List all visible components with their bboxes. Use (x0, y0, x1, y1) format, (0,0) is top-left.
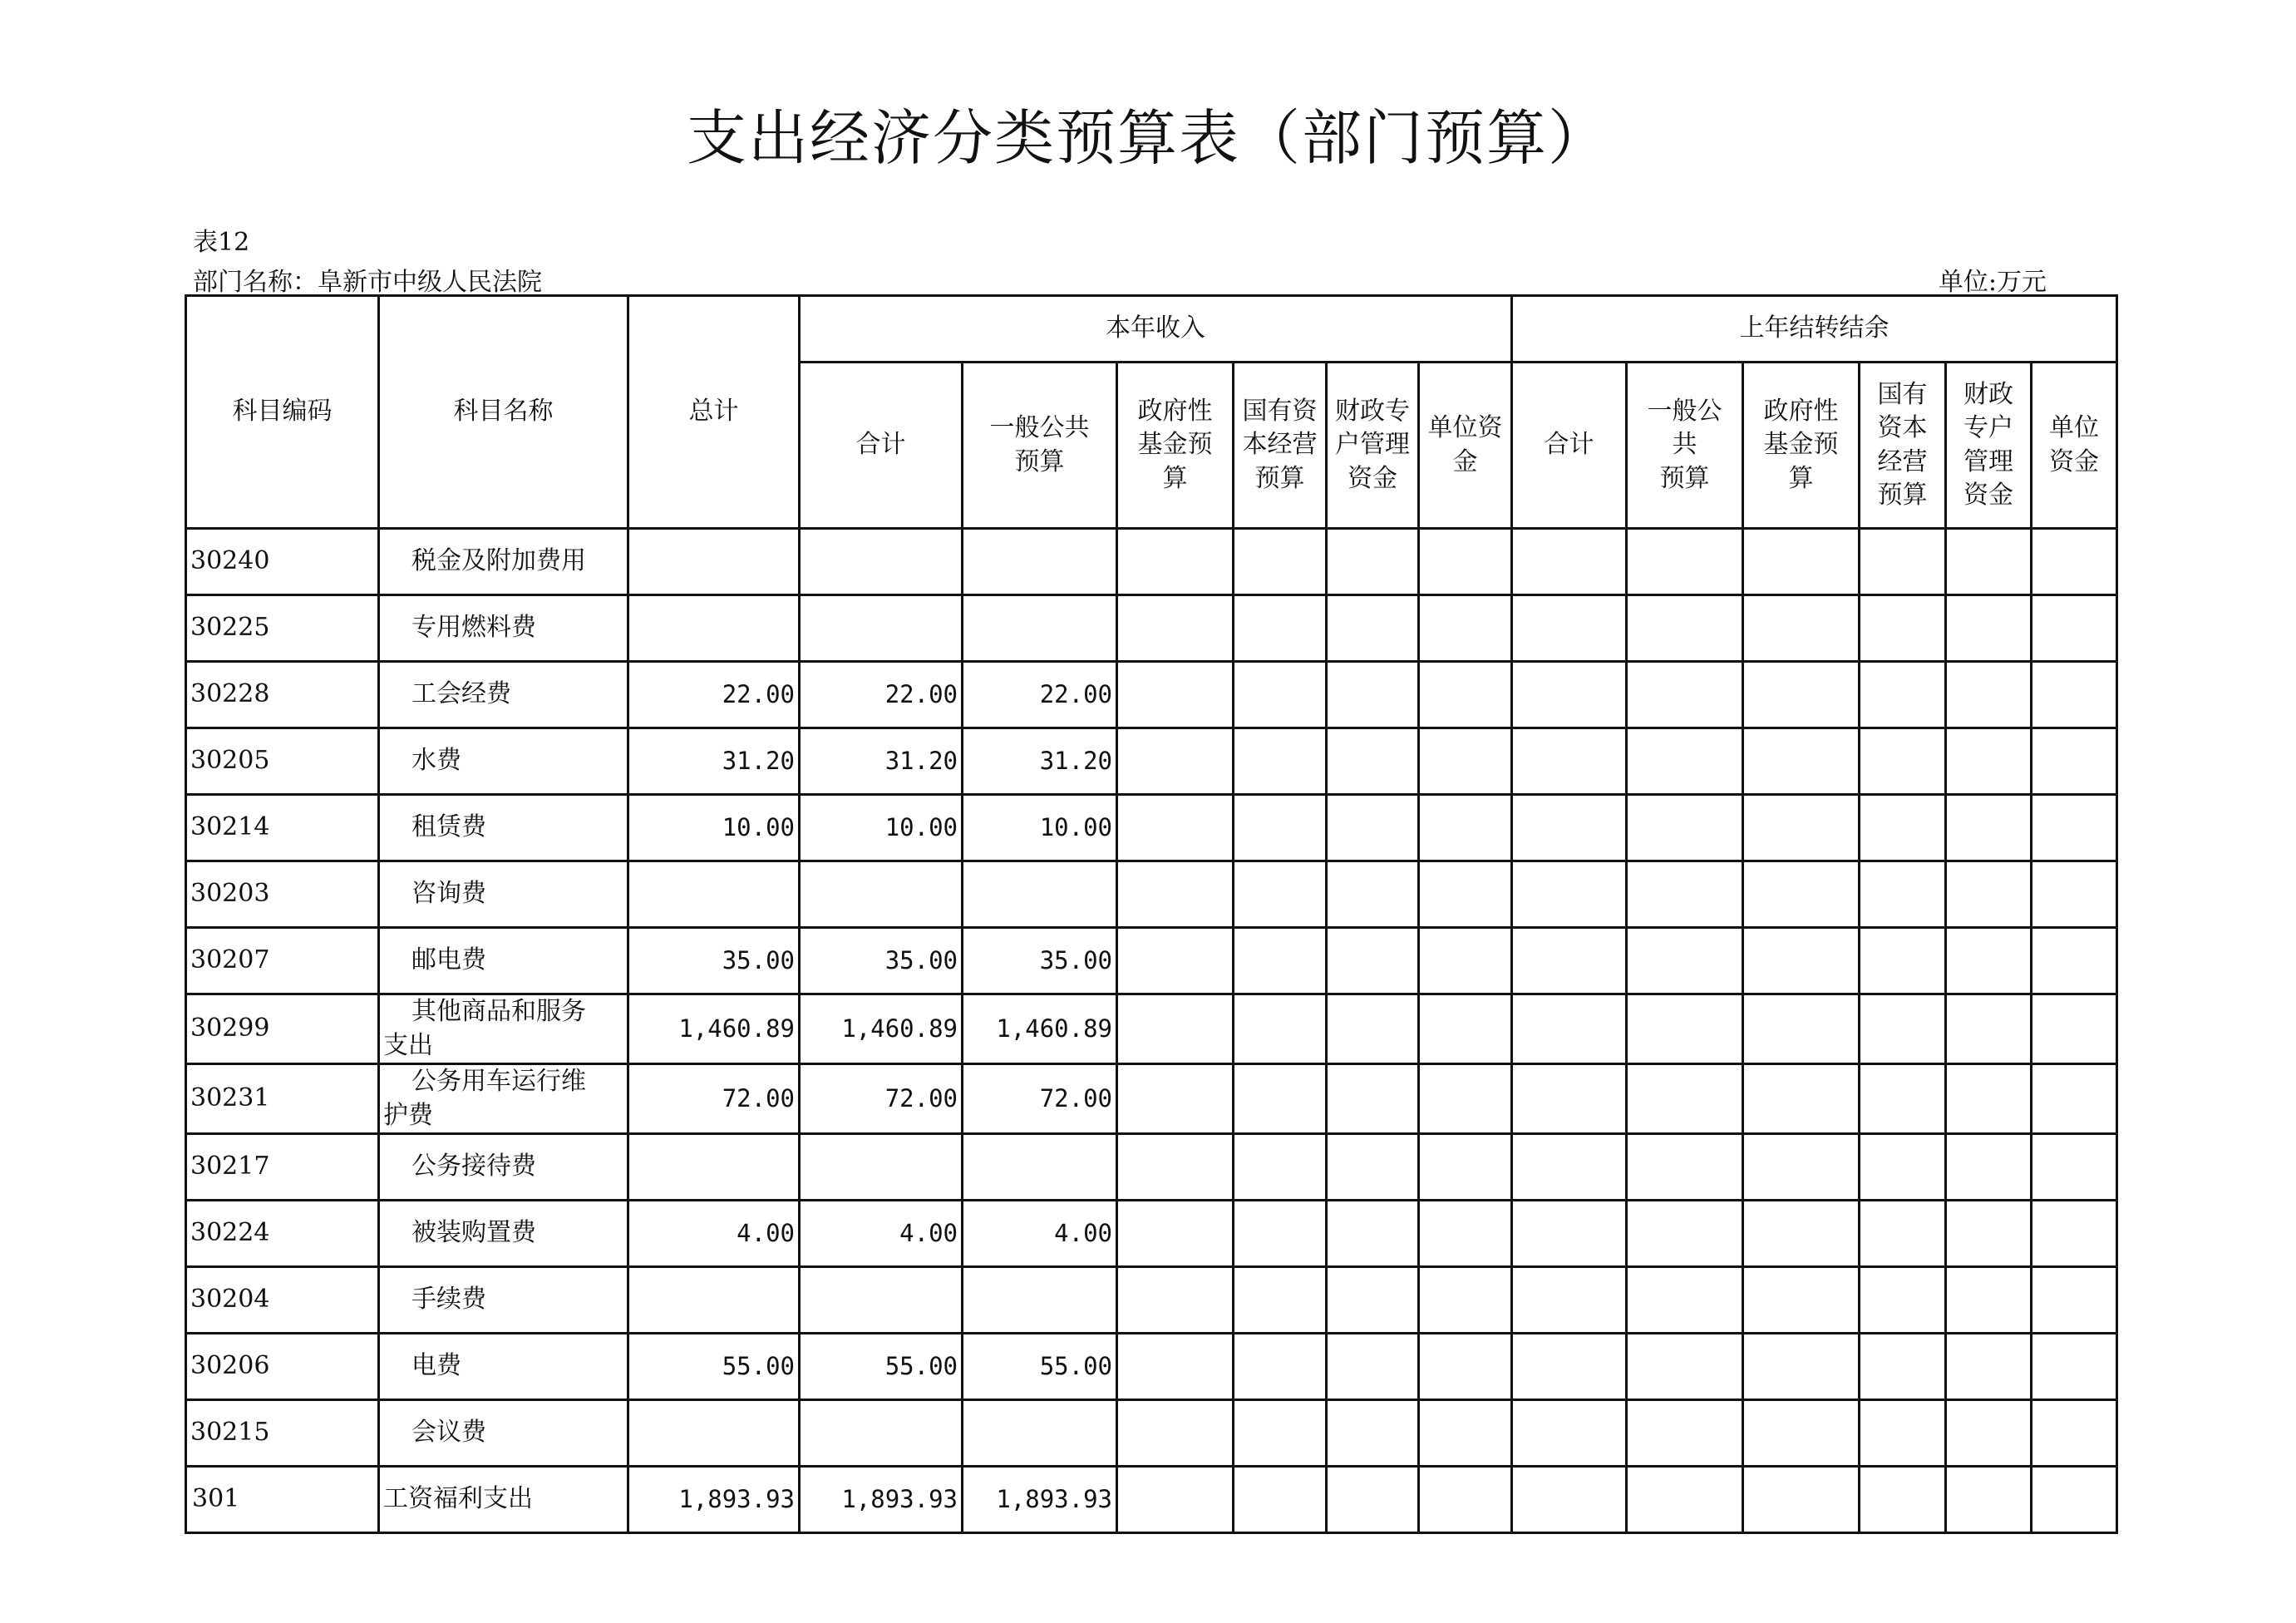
row-cy-special-account (1327, 1467, 1419, 1533)
row-code: 30215 (186, 1400, 379, 1467)
row-py-unit-fund (2032, 1201, 2117, 1267)
row-py-general (1627, 728, 1743, 795)
row-py-subtotal (1512, 861, 1627, 928)
row-cy-special-account (1327, 1134, 1419, 1201)
row-py-special-account (1946, 1201, 2032, 1267)
row-py-unit-fund (2032, 1134, 2117, 1201)
row-py-state-capital (1860, 1334, 1946, 1400)
table-row (186, 662, 2117, 728)
header-current-year: 本年收入 (800, 296, 1512, 363)
row-cy-gov-fund (1117, 529, 1234, 595)
row-cy-subtotal: 1,460.89 (800, 994, 963, 1064)
row-py-state-capital (1860, 1064, 1946, 1134)
row-py-special-account (1946, 928, 2032, 994)
row-cy-general: 35.00 (963, 928, 1117, 994)
row-py-special-account (1946, 662, 2032, 728)
row-py-gov-fund (1743, 1201, 1860, 1267)
table-row (186, 928, 2117, 994)
row-py-gov-fund (1743, 595, 1860, 662)
table-row (186, 728, 2117, 795)
row-name-text: 工资福利支出 (383, 1484, 533, 1514)
row-cy-unit-fund (1419, 728, 1512, 795)
row-name (379, 994, 628, 1064)
row-cy-special-account (1327, 994, 1419, 1064)
row-py-subtotal (1512, 1267, 1627, 1334)
row-code: 30225 (186, 595, 379, 662)
row-cy-unit-fund (1419, 1400, 1512, 1467)
header-py-state-capital: 国有 资本 经营 预算 (1860, 363, 1946, 529)
row-code: 30231 (186, 1064, 379, 1134)
row-name-text: 水费 (411, 746, 461, 776)
header-py-special-account: 财政 专户 管理 资金 (1946, 363, 2032, 529)
header-py-unit-fund: 单位 资金 (2032, 363, 2117, 529)
row-name (379, 861, 628, 928)
row-py-special-account (1946, 861, 2032, 928)
row-py-special-account (1946, 595, 2032, 662)
row-cy-special-account (1327, 595, 1419, 662)
header-py-general: 一般公 共 预算 (1627, 363, 1743, 529)
row-py-subtotal (1512, 928, 1627, 994)
row-cy-unit-fund (1419, 529, 1512, 595)
row-cy-gov-fund (1117, 1134, 1234, 1201)
row-name-text: 工会经费 (411, 679, 511, 709)
row-cy-unit-fund (1419, 1134, 1512, 1201)
row-cy-subtotal (800, 1400, 963, 1467)
row-py-unit-fund (2032, 928, 2117, 994)
department-name: 部门名称：阜新市中级人民法院 (193, 268, 542, 297)
row-name (379, 662, 628, 728)
row-total (628, 529, 800, 595)
row-cy-gov-fund (1117, 1400, 1234, 1467)
row-cy-unit-fund (1419, 1064, 1512, 1134)
unit-label: 单位:万元 (1938, 268, 2047, 297)
row-py-general (1627, 1334, 1743, 1400)
row-cy-state-capital (1234, 1400, 1327, 1467)
row-cy-subtotal: 22.00 (800, 662, 963, 728)
row-cy-state-capital (1234, 1467, 1327, 1533)
row-name-text: 咨询费 (411, 879, 486, 909)
row-cy-special-account (1327, 861, 1419, 928)
row-py-gov-fund (1743, 1064, 1860, 1134)
row-py-gov-fund (1743, 994, 1860, 1064)
row-code: 30217 (186, 1134, 379, 1201)
row-cy-subtotal: 72.00 (800, 1064, 963, 1134)
row-cy-special-account (1327, 1334, 1419, 1400)
row-cy-special-account (1327, 1201, 1419, 1267)
row-cy-subtotal (800, 1267, 963, 1334)
row-name-text: 电费 (411, 1351, 461, 1381)
row-py-general (1627, 1467, 1743, 1533)
row-name (379, 795, 628, 861)
row-py-unit-fund (2032, 728, 2117, 795)
row-cy-state-capital (1234, 728, 1327, 795)
row-cy-state-capital (1234, 1334, 1327, 1400)
row-py-general (1627, 595, 1743, 662)
row-cy-gov-fund (1117, 861, 1234, 928)
row-py-general (1627, 994, 1743, 1064)
row-py-general (1627, 861, 1743, 928)
row-cy-general: 10.00 (963, 795, 1117, 861)
row-cy-unit-fund (1419, 795, 1512, 861)
row-name (379, 529, 628, 595)
row-name-text: 租赁费 (411, 812, 486, 842)
row-cy-subtotal (800, 529, 963, 595)
header-cy-general: 一般公共 预算 (963, 363, 1117, 529)
row-code: 30224 (186, 1201, 379, 1267)
row-code: 30207 (186, 928, 379, 994)
row-name-text: 公务接待费 (411, 1152, 536, 1181)
row-py-subtotal (1512, 662, 1627, 728)
row-name (379, 595, 628, 662)
row-cy-subtotal: 31.20 (800, 728, 963, 795)
row-cy-unit-fund (1419, 1467, 1512, 1533)
row-cy-general (963, 1267, 1117, 1334)
row-cy-subtotal: 10.00 (800, 795, 963, 861)
row-py-subtotal (1512, 1334, 1627, 1400)
row-name (379, 1064, 628, 1134)
row-py-general (1627, 662, 1743, 728)
page-title: 支出经济分类预算表（部门预算） (686, 103, 1609, 173)
row-cy-gov-fund (1117, 1201, 1234, 1267)
header-code: 科目编码 (186, 296, 379, 529)
table-row (186, 1201, 2117, 1267)
row-name (379, 1134, 628, 1201)
row-py-general (1627, 1400, 1743, 1467)
row-py-state-capital (1860, 1467, 1946, 1533)
row-total: 4.00 (628, 1201, 800, 1267)
row-py-unit-fund (2032, 1334, 2117, 1400)
header-cy-state-capital: 国有资 本经营 预算 (1234, 363, 1327, 529)
row-cy-unit-fund (1419, 1201, 1512, 1267)
row-code: 30203 (186, 861, 379, 928)
row-code: 30204 (186, 1267, 379, 1334)
row-cy-state-capital (1234, 529, 1327, 595)
row-total: 1,893.93 (628, 1467, 800, 1533)
row-cy-state-capital (1234, 1267, 1327, 1334)
row-py-unit-fund (2032, 1267, 2117, 1334)
header-cy-gov-fund: 政府性 基金预 算 (1117, 363, 1234, 529)
header-cy-special-account: 财政专 户管理 资金 (1327, 363, 1419, 529)
budget-table (185, 294, 2118, 1534)
row-total: 31.20 (628, 728, 800, 795)
row-cy-unit-fund (1419, 1267, 1512, 1334)
row-py-state-capital (1860, 795, 1946, 861)
row-py-subtotal (1512, 529, 1627, 595)
row-cy-gov-fund (1117, 994, 1234, 1064)
row-py-gov-fund (1743, 529, 1860, 595)
row-total: 22.00 (628, 662, 800, 728)
row-cy-state-capital (1234, 1134, 1327, 1201)
row-py-gov-fund (1743, 795, 1860, 861)
header-py-gov-fund: 政府性 基金预 算 (1743, 363, 1860, 529)
row-cy-general: 72.00 (963, 1064, 1117, 1134)
row-name-line1: 其他商品和服务 (411, 997, 586, 1026)
table-row (186, 1334, 2117, 1400)
row-cy-subtotal: 35.00 (800, 928, 963, 994)
row-cy-general: 1,460.89 (963, 994, 1117, 1064)
row-py-unit-fund (2032, 529, 2117, 595)
row-cy-special-account (1327, 1267, 1419, 1334)
row-total (628, 861, 800, 928)
row-py-gov-fund (1743, 928, 1860, 994)
row-py-subtotal (1512, 595, 1627, 662)
row-cy-subtotal: 55.00 (800, 1334, 963, 1400)
row-name-text: 税金及附加费用 (411, 546, 586, 576)
row-py-gov-fund (1743, 1400, 1860, 1467)
row-cy-subtotal (800, 595, 963, 662)
row-cy-general: 1,893.93 (963, 1467, 1117, 1533)
row-py-gov-fund (1743, 861, 1860, 928)
row-cy-state-capital (1234, 1064, 1327, 1134)
row-py-unit-fund (2032, 1400, 2117, 1467)
row-py-special-account (1946, 1134, 2032, 1201)
row-cy-gov-fund (1117, 662, 1234, 728)
row-cy-general (963, 595, 1117, 662)
row-cy-subtotal (800, 861, 963, 928)
row-cy-general: 31.20 (963, 728, 1117, 795)
row-py-unit-fund (2032, 795, 2117, 861)
row-cy-general (963, 529, 1117, 595)
table-number: 表12 (193, 228, 250, 257)
row-py-gov-fund (1743, 1467, 1860, 1533)
row-name (379, 928, 628, 994)
row-name-text: 邮电费 (411, 945, 486, 975)
row-py-gov-fund (1743, 1334, 1860, 1400)
row-py-special-account (1946, 795, 2032, 861)
row-py-state-capital (1860, 1134, 1946, 1201)
row-py-gov-fund (1743, 1134, 1860, 1201)
row-cy-gov-fund (1117, 1267, 1234, 1334)
row-py-unit-fund (2032, 595, 2117, 662)
row-cy-state-capital (1234, 928, 1327, 994)
row-cy-special-account (1327, 529, 1419, 595)
table-row (186, 1134, 2117, 1201)
row-cy-gov-fund (1117, 1334, 1234, 1400)
table-row (186, 529, 2117, 595)
row-total (628, 1134, 800, 1201)
row-py-unit-fund (2032, 994, 2117, 1064)
row-py-special-account (1946, 1334, 2032, 1400)
row-cy-gov-fund (1117, 728, 1234, 795)
row-py-state-capital (1860, 861, 1946, 928)
row-cy-state-capital (1234, 1201, 1327, 1267)
row-py-gov-fund (1743, 728, 1860, 795)
row-py-general (1627, 529, 1743, 595)
row-name-line1: 公务用车运行维 (411, 1067, 586, 1096)
row-py-special-account (1946, 994, 2032, 1064)
row-py-gov-fund (1743, 1267, 1860, 1334)
row-cy-subtotal: 1,893.93 (800, 1467, 963, 1533)
row-total (628, 1400, 800, 1467)
header-previous-year: 上年结转结余 (1512, 296, 2117, 363)
row-py-state-capital (1860, 1400, 1946, 1467)
header-cy-unit-fund: 单位资 金 (1419, 363, 1512, 529)
row-cy-unit-fund (1419, 861, 1512, 928)
row-cy-state-capital (1234, 861, 1327, 928)
row-py-state-capital (1860, 595, 1946, 662)
row-code: 30206 (186, 1334, 379, 1400)
row-py-unit-fund (2032, 1064, 2117, 1134)
row-cy-general: 4.00 (963, 1201, 1117, 1267)
row-name (379, 1201, 628, 1267)
row-py-state-capital (1860, 529, 1946, 595)
row-name (379, 1267, 628, 1334)
table-row (186, 1064, 2117, 1134)
row-total: 10.00 (628, 795, 800, 861)
row-py-special-account (1946, 529, 2032, 595)
row-cy-special-account (1327, 728, 1419, 795)
row-cy-unit-fund (1419, 928, 1512, 994)
row-py-subtotal (1512, 1400, 1627, 1467)
row-cy-general (963, 1400, 1117, 1467)
row-name (379, 1467, 628, 1533)
row-cy-general: 55.00 (963, 1334, 1117, 1400)
table-row (186, 1267, 2117, 1334)
row-name (379, 1334, 628, 1400)
row-code: 30228 (186, 662, 379, 728)
row-py-subtotal (1512, 728, 1627, 795)
row-cy-unit-fund (1419, 662, 1512, 728)
row-py-general (1627, 928, 1743, 994)
table-row (186, 994, 2117, 1064)
row-code: 30205 (186, 728, 379, 795)
row-py-general (1627, 1064, 1743, 1134)
row-cy-gov-fund (1117, 1467, 1234, 1533)
row-py-subtotal (1512, 1134, 1627, 1201)
row-total (628, 595, 800, 662)
row-py-gov-fund (1743, 662, 1860, 728)
row-py-general (1627, 795, 1743, 861)
row-code: 30214 (186, 795, 379, 861)
row-cy-gov-fund (1117, 595, 1234, 662)
row-py-unit-fund (2032, 861, 2117, 928)
row-py-state-capital (1860, 1201, 1946, 1267)
row-cy-state-capital (1234, 595, 1327, 662)
row-py-subtotal (1512, 795, 1627, 861)
row-py-state-capital (1860, 928, 1946, 994)
row-name (379, 728, 628, 795)
table-row (186, 795, 2117, 861)
row-py-general (1627, 1201, 1743, 1267)
row-py-state-capital (1860, 728, 1946, 795)
row-cy-unit-fund (1419, 1334, 1512, 1400)
row-cy-general (963, 861, 1117, 928)
row-cy-general: 22.00 (963, 662, 1117, 728)
row-py-state-capital (1860, 994, 1946, 1064)
row-code: 30240 (186, 529, 379, 595)
row-code: 30299 (186, 994, 379, 1064)
row-cy-state-capital (1234, 795, 1327, 861)
row-total: 72.00 (628, 1064, 800, 1134)
row-cy-unit-fund (1419, 994, 1512, 1064)
row-py-subtotal (1512, 1201, 1627, 1267)
row-cy-gov-fund (1117, 928, 1234, 994)
row-name-text: 会议费 (411, 1418, 486, 1448)
row-name-line2: 护费 (383, 1100, 433, 1130)
row-py-special-account (1946, 728, 2032, 795)
row-cy-special-account (1327, 928, 1419, 994)
row-total: 55.00 (628, 1334, 800, 1400)
row-py-state-capital (1860, 662, 1946, 728)
row-total (628, 1267, 800, 1334)
row-py-general (1627, 1267, 1743, 1334)
row-cy-subtotal: 4.00 (800, 1201, 963, 1267)
header-cy-subtotal: 合计 (800, 363, 963, 529)
row-cy-unit-fund (1419, 595, 1512, 662)
row-cy-subtotal (800, 1134, 963, 1201)
row-name (379, 1400, 628, 1467)
table-row (186, 1467, 2117, 1533)
row-name-text: 手续费 (411, 1285, 486, 1315)
row-py-unit-fund (2032, 662, 2117, 728)
row-py-subtotal (1512, 1467, 1627, 1533)
row-py-special-account (1946, 1400, 2032, 1467)
row-py-general (1627, 1134, 1743, 1201)
row-py-special-account (1946, 1267, 2032, 1334)
row-cy-special-account (1327, 662, 1419, 728)
row-py-subtotal (1512, 994, 1627, 1064)
row-name-text: 专用燃料费 (411, 613, 536, 643)
row-code: 301 (186, 1467, 379, 1533)
row-cy-special-account (1327, 1400, 1419, 1467)
table-row (186, 861, 2117, 928)
row-name-line2: 支出 (383, 1030, 433, 1060)
row-cy-general (963, 1134, 1117, 1201)
row-cy-gov-fund (1117, 1064, 1234, 1134)
row-cy-special-account (1327, 1064, 1419, 1134)
row-py-subtotal (1512, 1064, 1627, 1134)
header-total: 总计 (628, 296, 800, 529)
header-py-subtotal: 合计 (1512, 363, 1627, 529)
row-py-state-capital (1860, 1267, 1946, 1334)
row-py-special-account (1946, 1467, 2032, 1533)
row-cy-special-account (1327, 795, 1419, 861)
table-row (186, 595, 2117, 662)
row-py-unit-fund (2032, 1467, 2117, 1533)
row-cy-gov-fund (1117, 795, 1234, 861)
row-py-special-account (1946, 1064, 2032, 1134)
row-cy-state-capital (1234, 994, 1327, 1064)
row-cy-state-capital (1234, 662, 1327, 728)
header-name: 科目名称 (379, 296, 628, 529)
row-total: 1,460.89 (628, 994, 800, 1064)
table-row (186, 1400, 2117, 1467)
row-total: 35.00 (628, 928, 800, 994)
row-name-text: 被装购置费 (411, 1218, 536, 1248)
